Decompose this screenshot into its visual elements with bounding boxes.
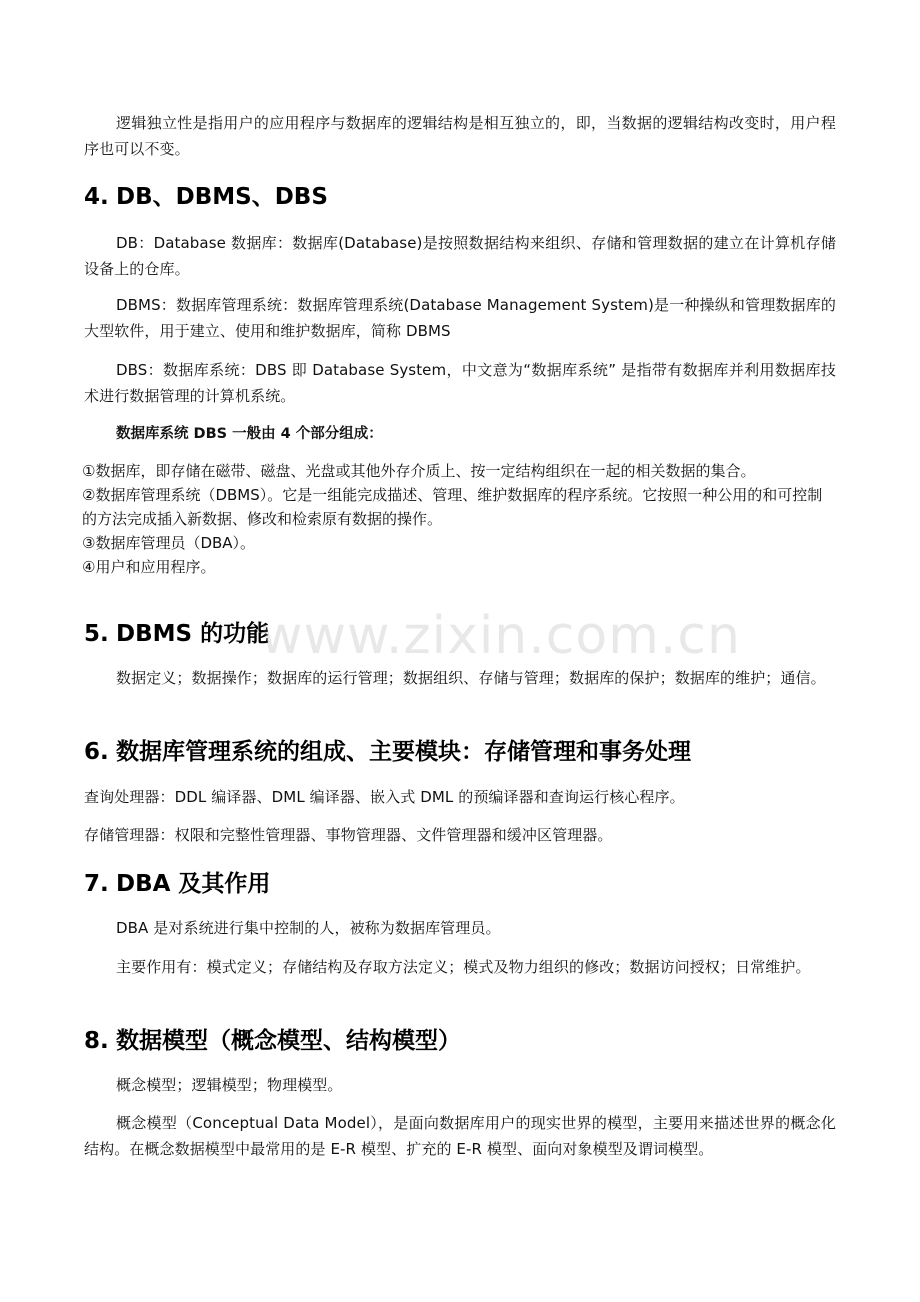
dbms-functions-paragraph: 数据定义；数据操作；数据库的运行管理；数据组织、存储与管理；数据库的保护；数据库的维护；通信。 — [116, 669, 826, 687]
section-8-heading — [84, 1026, 461, 1056]
section-4-heading — [84, 182, 328, 212]
list-item: ③数据库管理员（DBA）。 — [82, 534, 256, 552]
section-8-number: 8. — [84, 1028, 109, 1054]
section-5-number: 5. — [84, 621, 109, 647]
section-5-title: DBMS 的功能 — [116, 621, 270, 647]
list-item: ②数据库管理系统（DBMS）。它是一组能完成描述、管理、维护数据库的程序系统。它按照一种公用的和可控制的方法完成插入新数据、修改和检索原有数据的操作。 — [82, 486, 823, 528]
dba-role-paragraph: 主要作用有：模式定义；存储结构及存取方法定义；模式及物力组织的修改；数据访问授权；日常维护。 — [116, 958, 811, 976]
section-7-number: 7. — [84, 871, 109, 897]
section-6-title: 数据库管理系统的组成、主要模块：存储管理和事务处理 — [116, 739, 691, 765]
section-5-heading — [84, 619, 269, 649]
conceptual-model-paragraph: 概念模型（Conceptual Data Model），是面向数据库用户的现实世界的模型，主要用来描述世界的概念化结构。在概念数据模型中最常用的是 E-R 模型、扩充的 E-R 模型、面向对象模型及谓词模型。 — [84, 1114, 836, 1158]
list-item: ①数据库，即存储在磁带、磁盘、光盘或其他外存介质上、按一定结构组织在一起的相关数据的集合。 — [82, 462, 756, 480]
section-8-title: 数据模型（概念模型、结构模型） — [116, 1028, 461, 1054]
dbs-components-list — [82, 459, 836, 579]
list-item: ④用户和应用程序。 — [82, 558, 216, 576]
query-processor-paragraph: 查询处理器：DDL 编译器、DML 编译器、嵌入式 DML 的预编译器和查询运行核心程序。 — [84, 788, 685, 806]
section-7-heading — [84, 869, 270, 899]
dba-definition-paragraph: DBA 是对系统进行集中控制的人，被称为数据库管理员。 — [116, 919, 501, 937]
storage-manager-paragraph: 存储管理器：权限和完整性管理器、事物管理器、文件管理器和缓冲区管理器。 — [84, 826, 613, 844]
section-4-number: 4. — [84, 184, 109, 210]
dbs-components-heading: 数据库系统 DBS 一般由 4 个部分组成： — [116, 426, 383, 442]
dbms-paragraph: DBMS：数据库管理系统：数据库管理系统(Database Management System)是一种操纵和管理数据库的大型软件，用于建立、使用和维护数据库，简称 DBMS — [84, 296, 836, 340]
model-kinds-paragraph: 概念模型；逻辑模型；物理模型。 — [116, 1076, 343, 1094]
dbs-paragraph: DBS：数据库系统：DBS 即 Database System，中文意为“数据库系统” 是指带有数据库并利用数据库技术进行数据管理的计算机系统。 — [84, 361, 836, 405]
watermark: www.zixin.com.cn — [260, 606, 741, 666]
intro-paragraph: 逻辑独立性是指用户的应用程序与数据库的逻辑结构是相互独立的，即，当数据的逻辑结构改变时，用户程序也可以不变。 — [84, 114, 836, 158]
section-6-number: 6. — [84, 739, 109, 765]
section-4-title: DB、DBMS、DBS — [116, 184, 328, 210]
db-paragraph: DB：Database 数据库：数据库(Database)是按照数据结构来组织、存储和管理数据的建立在计算机存储设备上的仓库。 — [84, 234, 836, 278]
section-7-title: DBA 及其作用 — [116, 871, 271, 897]
section-6-heading — [84, 737, 691, 767]
